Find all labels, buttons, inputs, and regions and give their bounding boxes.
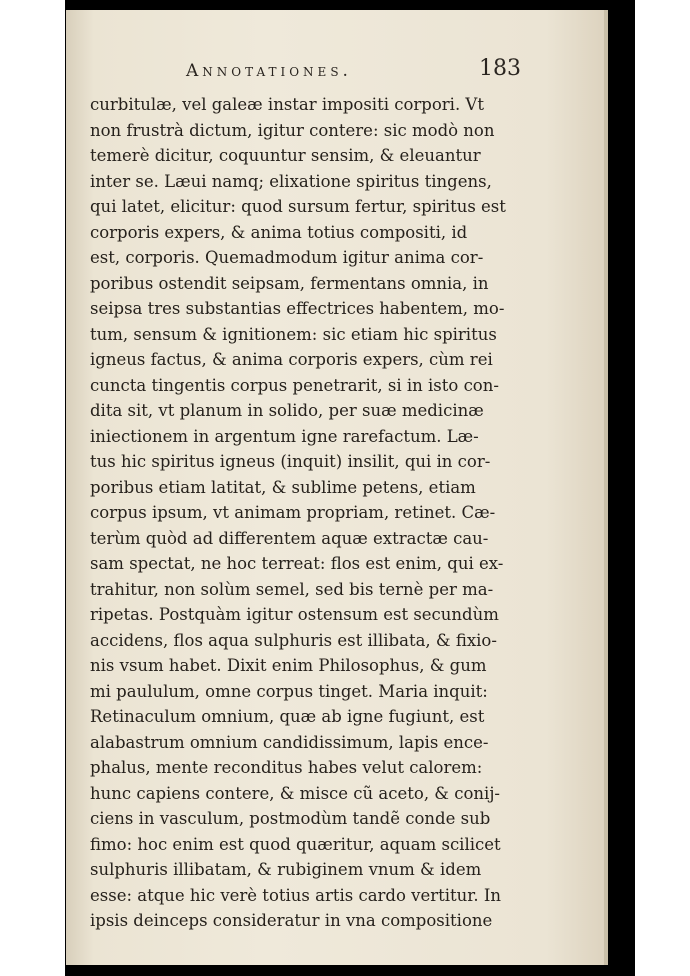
text-line: poribus ostendit seipsam, fermentans omnia, in (90, 273, 489, 293)
text-line: hunc capiens contere, & misce cũ aceto, & conij- (90, 783, 501, 803)
text-line: igneus factus, & anima corporis expers, cùm rei (90, 350, 493, 369)
text-line: ipsis deinceps consideratur in vna compositione (90, 911, 493, 930)
text-line: nis vsum habet. Dixit enim Philosophus, & gum (90, 656, 487, 675)
page-header (186, 56, 521, 86)
text-line: mi paululum, omne corpus tinget. Maria inquit: (90, 681, 488, 701)
text-line: tus hic spiritus igneus (inquit) insilit, qui in cor- (90, 452, 491, 471)
text-line: sulphuris illibatam, & rubiginem vnum & idem (90, 860, 482, 879)
text-line: esse: atque hic verè totius artis cardo vertitur. In (90, 885, 502, 905)
text-line: corporis expers, & anima totius compositi, id (90, 222, 468, 242)
text-line: ciens in vasculum, postmodùm tandẽ conde sub (90, 809, 491, 828)
text-line: inter se. Læui namq; elixatione spiritus tingens, (90, 171, 492, 191)
text-line: poribus etiam latitat, & sublime petens, etiam (90, 477, 476, 497)
text-line: sam spectat, ne hoc terreat: flos est enim, qui ex- (90, 554, 504, 573)
text-line: corpus ipsum, vt animam propriam, retinet. Cæ- (90, 503, 496, 522)
text-line: ripetas. Postquàm igitur ostensum est secundùm (90, 605, 499, 624)
text-line: fimo: hoc enim est quod quæritur, aquam scilicet (90, 834, 501, 854)
text-line: phalus, mente reconditus habes velut calorem: (90, 758, 483, 777)
page-edge (604, 10, 608, 965)
text-line: temerè dicitur, coquuntur sensim, & eleuantur (90, 146, 481, 165)
text-line: cuncta tingentis corpus penetrarit, si in isto con- (90, 375, 499, 395)
text-line: seipsa tres substantias effectrices habentem, mo- (90, 299, 505, 318)
body-text (90, 92, 520, 934)
text-line: terùm quòd ad differentem aquæ extractæ cau- (90, 528, 489, 548)
text-line: alabastrum omnium candidissimum, lapis ence- (90, 732, 489, 752)
text-line: tum, sensum & ignitionem: sic etiam hic spiritus (90, 324, 497, 344)
text-line: non frustrà dictum, igitur contere: sic modò non (90, 120, 495, 140)
text-line: accidens, flos aqua sulphuris est illibata, & fixio- (90, 630, 497, 650)
text-line: dita sit, vt planum in solido, per suæ medicinæ (90, 401, 484, 420)
text-line: est, corporis. Quemadmodum igitur anima cor- (90, 248, 484, 267)
text-line: trahitur, non solùm semel, sed bis ternè per ma- (90, 579, 494, 599)
running-title: Annotationes. (186, 61, 352, 81)
text-line: Retinaculum omnium, quæ ab igne fugiunt, est (90, 707, 485, 726)
text-line: qui latet, elicitur: quod sursum fertur, spiritus est (90, 197, 506, 216)
text-line: iniectionem in argentum igne rarefactum. Læ- (90, 426, 479, 446)
page-number: 183 (479, 56, 521, 81)
text-line: curbitulæ, vel galeæ instar impositi corpori. Vt (90, 95, 484, 114)
